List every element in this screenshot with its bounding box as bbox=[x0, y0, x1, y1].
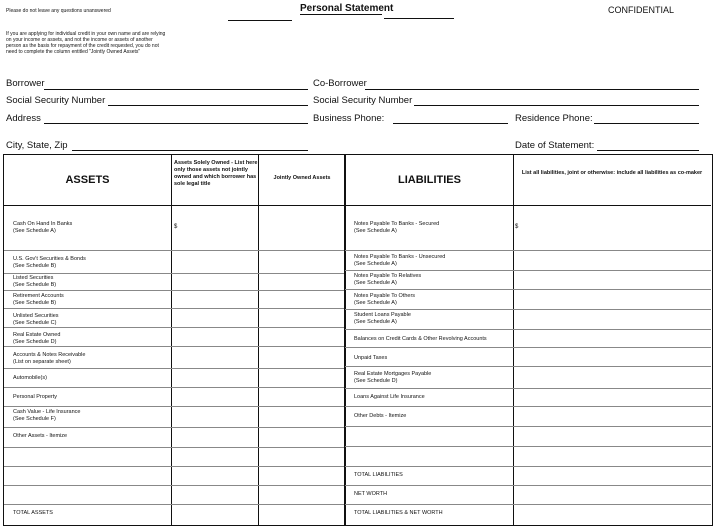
ssn-left-label: Social Security Number bbox=[6, 95, 106, 106]
asset-listed-securities: Listed Securities (See Schedule B) bbox=[13, 275, 57, 288]
liability-row-divider bbox=[345, 485, 711, 486]
solely-owned-header: Assets Solely Owned - List here only those assets not jointly owned and which borrower has sole legal title bbox=[174, 160, 258, 187]
asset-row-divider bbox=[4, 406, 344, 407]
asset-row-divider bbox=[4, 485, 344, 486]
liability-credit-cards: Balances on Credit Cards & Other Revolving Accounts bbox=[354, 336, 487, 342]
title-underline-left bbox=[228, 20, 292, 21]
asset-accounts-notes-receivable: Accounts & Notes Receivable (List on separate sheet) bbox=[13, 352, 86, 365]
liability-unpaid-taxes: Unpaid Taxes bbox=[354, 355, 388, 361]
liability-row-divider bbox=[345, 446, 711, 447]
asset-row-divider bbox=[4, 250, 344, 251]
address-label: Address bbox=[6, 113, 41, 124]
liability-notes-banks-secured: Notes Payable To Banks - Secured (See Schedule A) bbox=[354, 221, 440, 234]
all-liabilities-header: List all liabilities, joint or otherwise: include all liabilities as co-maker bbox=[521, 170, 703, 176]
confidential-label: CONFIDENTIAL bbox=[608, 5, 675, 15]
liability-notes-others: Notes Payable To Others (See Schedule A) bbox=[354, 293, 416, 306]
asset-cash-on-hand: Cash On Hand In Banks (See Schedule A) bbox=[13, 221, 73, 234]
col-divider-middle bbox=[344, 154, 346, 525]
asset-row-divider bbox=[4, 290, 344, 291]
co-borrower-label: Co-Borrower bbox=[313, 78, 367, 89]
liability-row-divider bbox=[345, 329, 711, 330]
jointly-owned-header: Jointly Owned Assets bbox=[273, 175, 331, 181]
col-divider-4 bbox=[513, 154, 514, 525]
liability-notes-banks-unsecured: Notes Payable To Banks - Unsecured (See Schedule A) bbox=[354, 254, 446, 267]
ssn-right-field[interactable] bbox=[414, 105, 699, 106]
liability-row-divider bbox=[345, 466, 711, 467]
asset-personal-property: Personal Property bbox=[13, 394, 58, 400]
asset-unlisted-securities: Unlisted Securities (See Schedule C) bbox=[13, 313, 59, 326]
asset-govt-securities: U.S. Gov't Securities & Bonds (See Schedule B) bbox=[13, 256, 86, 269]
liabilities-header: LIABILITIES bbox=[398, 174, 461, 186]
notice-text: Please do not leave any questions unanswered bbox=[6, 8, 111, 14]
liability-row-divider bbox=[345, 366, 711, 367]
asset-real-estate-owned: Real Estate Owned (See Schedule D) bbox=[13, 332, 61, 345]
instructions-text: If you are applying for individual credit in your own name and are relying on your income or assets, and not the income or assets of another person as the basis for repayment of the credit requested, you do not need to complete the column entitled "Jointly Owned Assets" bbox=[6, 31, 166, 55]
asset-row-divider bbox=[4, 327, 344, 328]
liability-total-liabilities: TOTAL LIABILITIES bbox=[354, 472, 403, 478]
col-divider-1 bbox=[171, 154, 172, 525]
asset-row-divider bbox=[4, 346, 344, 347]
date-of-statement-label: Date of Statement: bbox=[515, 140, 595, 151]
residence-phone-label: Residence Phone: bbox=[515, 113, 593, 124]
liability-total-liabilities-net-worth: TOTAL LIABILITIES & NET WORTH bbox=[354, 510, 443, 516]
assets-header: ASSETS bbox=[65, 174, 110, 186]
business-phone-label: Business Phone: bbox=[313, 113, 385, 124]
liability-student-loans: Student Loans Payable (See Schedule A) bbox=[354, 312, 411, 325]
liability-row-divider bbox=[345, 347, 711, 348]
col-divider-2 bbox=[258, 154, 259, 525]
asset-row-divider bbox=[4, 427, 344, 428]
asset-row-divider bbox=[4, 447, 344, 448]
liability-row-divider bbox=[345, 250, 711, 251]
ssn-left-field[interactable] bbox=[108, 105, 308, 106]
liability-row-divider bbox=[345, 289, 711, 290]
asset-row-divider bbox=[4, 466, 344, 467]
city-state-zip-field[interactable] bbox=[72, 150, 308, 151]
liabilities-dollar-sign: $ bbox=[515, 224, 519, 230]
borrower-label: Borrower bbox=[6, 78, 45, 89]
liability-row-divider bbox=[345, 270, 711, 271]
assets-dollar-sign: $ bbox=[174, 224, 178, 230]
asset-row-divider bbox=[4, 308, 344, 309]
address-field[interactable] bbox=[44, 123, 308, 124]
asset-automobiles: Automobile(s) bbox=[13, 375, 47, 381]
asset-row-divider bbox=[4, 273, 344, 274]
co-borrower-field[interactable] bbox=[365, 89, 699, 90]
date-of-statement-field[interactable] bbox=[597, 150, 699, 151]
liability-row-divider bbox=[345, 309, 711, 310]
borrower-field[interactable] bbox=[44, 89, 308, 90]
liability-loans-life-insurance: Loans Against Life Insurance bbox=[354, 394, 425, 400]
asset-cash-value-life-insurance: Cash Value - Life Insurance (See Schedule F) bbox=[13, 409, 81, 422]
liability-notes-relatives: Notes Payable To Relatives (See Schedule A) bbox=[354, 273, 422, 286]
liability-real-estate-mortgages: Real Estate Mortgages Payable (See Schedule D) bbox=[354, 371, 432, 384]
city-state-zip-label: City, State, Zip bbox=[6, 140, 68, 151]
ssn-right-label: Social Security Number bbox=[313, 95, 413, 106]
liability-row-divider bbox=[345, 406, 711, 407]
title-underline-right bbox=[384, 18, 454, 19]
liability-row-divider bbox=[345, 388, 711, 389]
liability-row-divider bbox=[345, 426, 711, 427]
form-title: Personal Statement bbox=[300, 3, 394, 14]
asset-row-divider bbox=[4, 387, 344, 388]
asset-row-divider bbox=[4, 504, 344, 505]
liability-other-debts: Other Debts - Itemize bbox=[354, 413, 407, 419]
title-underline bbox=[300, 14, 382, 15]
asset-other-assets: Other Assets - Itemize bbox=[13, 433, 68, 439]
header-bottom-line bbox=[4, 205, 711, 206]
liability-row-divider bbox=[345, 504, 711, 505]
asset-row-divider bbox=[4, 368, 344, 369]
asset-total-assets: TOTAL ASSETS bbox=[13, 510, 53, 516]
asset-retirement-accounts: Retirement Accounts (See Schedule B) bbox=[13, 293, 64, 306]
residence-phone-field[interactable] bbox=[594, 123, 699, 124]
liability-net-worth: NET WORTH bbox=[354, 491, 388, 497]
business-phone-field[interactable] bbox=[393, 123, 508, 124]
